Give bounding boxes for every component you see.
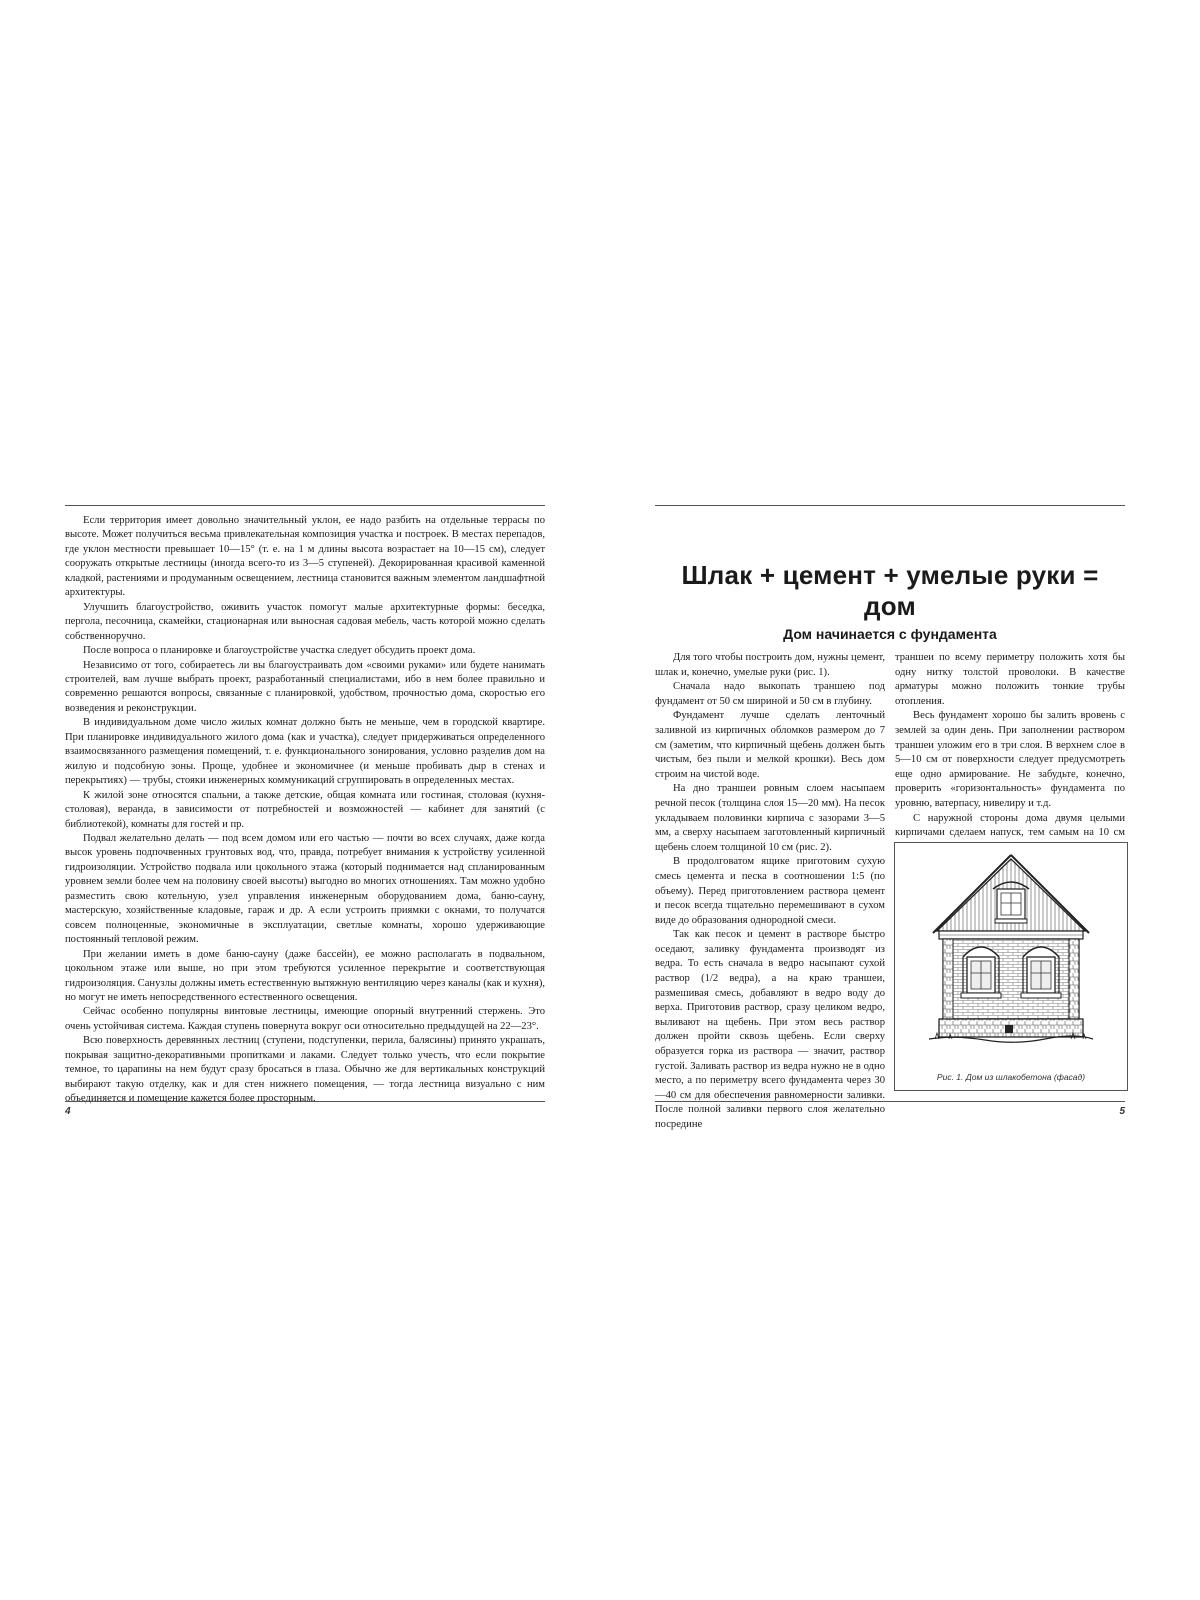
page-number: 4 [65, 1106, 71, 1117]
bottom-rule [65, 1101, 545, 1102]
section-title: Дом начинается с фундамента [783, 626, 997, 642]
paragraph: Если территория имеет довольно значительный уклон, ее надо разбить на отдельные террасы по высоте. Может получиться весьма привлекательная композиция участка и построек. В местах перепадов, где уклон местности превышает 10—15° (т. е. на 1 м длины высота возрастает на 10—15 см), следует сооружать открытые лестницы (иногда всего-то из 3—5 ступеней). Декорированная красивой каменной кладкой, растениями и продуманным освещением, лестница становится важным элементом ландшафтной архитектуры. [65, 515, 545, 599]
chapter-title: Шлак + цемент + умелые руки = дом [681, 560, 1099, 621]
paragraph: С наружной стороны дома двумя целыми кирпичами сделаем напуск, тем самым на 10 см [895, 812, 1125, 839]
paragraph: Весь фундамент хорошо бы залить вровень с землей за один день. При заполнении раствором траншеи уложим его в три слоя. В верхнем слое в 5—10 см от поверхности следует предусмотреть еще одно армирование. Не забудьте, конечно, проверить «горизонтальность» фундамента по уровню, ватерпасу, нивелиру и т.д. [895, 710, 1125, 809]
paragraph: К жилой зоне относятся спальни, а также детские, общая комната или гостиная, столовая (кухня-столовая), веранда, в зависимости от потребностей и возможностей — кабинет для занятий (с библиотекой), комнаты для гостей и пр. [65, 789, 545, 830]
top-rule [65, 505, 545, 506]
paragraph: Сейчас особенно популярны винтовые лестницы, имеющие опорный внутренний стержень. Это очень устойчивая система. Каждая ступень повернута вокруг оси относительно предыдущей на 22—23°. [65, 1006, 545, 1032]
right-page [655, 505, 1125, 1130]
text-column-2 [895, 651, 1125, 870]
paragraph: траншеи по всему периметру положить хотя бы одну нитку толстой проволоки. В качестве арматуры можно положить тонкие трубы отопления. [895, 652, 1125, 707]
paragraph: В индивидуальном доме число жилых комнат должно быть не меньше, чем в городской квартире. При планировке индивидуального жилого дома (как и участка), следует придерживаться определенного взаимосвязанного размещения помещений, т. е. функционального зонирования, условно разделив дом на жилую и подсобную зоны. Проще, удобнее и экономичнее (и меньше пробивать дыр в стенах и перекрытиях) — трубы, стояки инженерных коммуникаций сгруппировать в определенных местах. [65, 717, 545, 787]
paragraph: Так как песок и цемент в растворе быстро оседают, заливку фундамента производят из ведра. То есть сначала в ведро насыпают сухой раствор (1/2 ведра), а на краю траншеи, размешивая смесь, добавляют в ведро воду до верха. Приготовив раствор, сразу целиком ведро, выливают на щебень. При этом весь раствор должен пройти сквозь щебень. Если сверху образуется горка из раствора — значит, раствор густой. Заливать раствор из ведра нужно не в одно место, а по периметру всего фундамента через 30—40 см для обеспечения равномерности заливки. После полной заливки первого слоя желательно посредине [655, 929, 885, 1130]
paragraph: В продолговатом ящике приготовим сухую смесь цемента и песка в соотношении 1:5 (по объему). Перед приготовлением раствора цемент и песок всегда тщательно перемешивают в сухом виде до образования однородной смеси. [655, 856, 885, 926]
figure-caption: Рис. 1. Дом из шлакобетона (фасад) [936, 1072, 1086, 1082]
text-column-1 [655, 651, 885, 1133]
paragraph: Всю поверхность деревянных лестниц (ступени, подступенки, перила, балясины) принято украшать, покрывая защитно-декоративными пропитками и лаками. Следует только учесть, что если покрытие темное, то царапины на нем будут сразу бросаться в глаза. Обычно же для вертикальных конструкций выбирают такую отделку, как и для стен нижнего помещения, — тогда лестница визуально с ним объединяется и помещение кажется более просторным. [65, 1035, 545, 1105]
house-facade-illustration [925, 853, 1097, 1048]
page-number: 5 [1119, 1106, 1125, 1117]
paragraph: После вопроса о планировке и благоустройстве участка следует обсудить проект дома. [83, 645, 476, 657]
bottom-rule [655, 1101, 1125, 1102]
paragraph: Для того чтобы построить дом, нужны цемент, шлак и, конечно, умелые руки (рис. 1). [655, 652, 885, 678]
paragraph: При желании иметь в доме баню-сауну (даже бассейн), ее можно располагать в подвальном, цокольном этаже или выше, но при этом требуются усиленное перекрытие и соответствующая гидроизоляция. Санузлы должны иметь естественную вытяжную вентиляцию через каналы (как и кухня), но могут не иметь непосредственного естественного освещения. [65, 948, 545, 1003]
paragraph: Независимо от того, собираетесь ли вы благоустраивать дом «своими руками» или будете нанимать строителей, вам лучше выбрать проект, разработанный специалистами, ибо в нем более правильно и современно решаются вопросы, связанные с планировкой, удобством, прочностью дома, скоростью его возведения и реконструкции. [65, 659, 545, 714]
left-page-body [65, 514, 545, 1107]
left-page [65, 505, 545, 1125]
paragraph: Сначала надо выкопать траншею под фундамент от 50 см шириной и 50 см в глубину. [655, 681, 885, 707]
paragraph: Фундамент лучше сделать ленточный заливной из кирпичных обломков размером до 7 см (заметим, что кирпичный щебень должен быть чистым, без пыли и мелкой крошки). Весь дом строим на чистой воде. [655, 710, 885, 780]
paragraph: На дно траншеи ровным слоем насыпаем речной песок (толщина слоя 15—20 мм). На песок укладываем половинки кирпича с зазорами 3—5 мм, а сверху насыпаем заготовленный кирпичный щебень слоем толщиной 10 см (рис. 2). [655, 783, 885, 853]
figure-1 [894, 842, 1128, 1091]
top-rule [655, 505, 1125, 506]
paragraph: Подвал желательно делать — под всем домом или его частью — почти во всех случаях, даже когда высок уровень подпочвенных грунтовых вод, что, правда, потребует внимания к устройству усиленной гидроизоляции. Устройство подвала или цокольного этажа (который поднимается над спланированным уровнем земли более чем на половину своей высоты) выгодно во многих отношениях. Там можно удобно разместить свою котельную, узел управления инженерным оборудованием дома, баню-сауну, мастерскую, хозяйственные кладовые, гараж и др. А если устроить приямки с окнами, то получатся совсем полноценные, экономичные в эксплуатации, светлые комнаты, хорошо удерживающие постоянный тепловой режим. [65, 832, 545, 946]
paragraph: Улучшить благоустройство, оживить участок помогут малые архитектурные формы: беседка, пергола, песочница, скамейки, стационарная или выносная садовая мебель, часть которой можно сделать собственноручно. [65, 601, 545, 642]
